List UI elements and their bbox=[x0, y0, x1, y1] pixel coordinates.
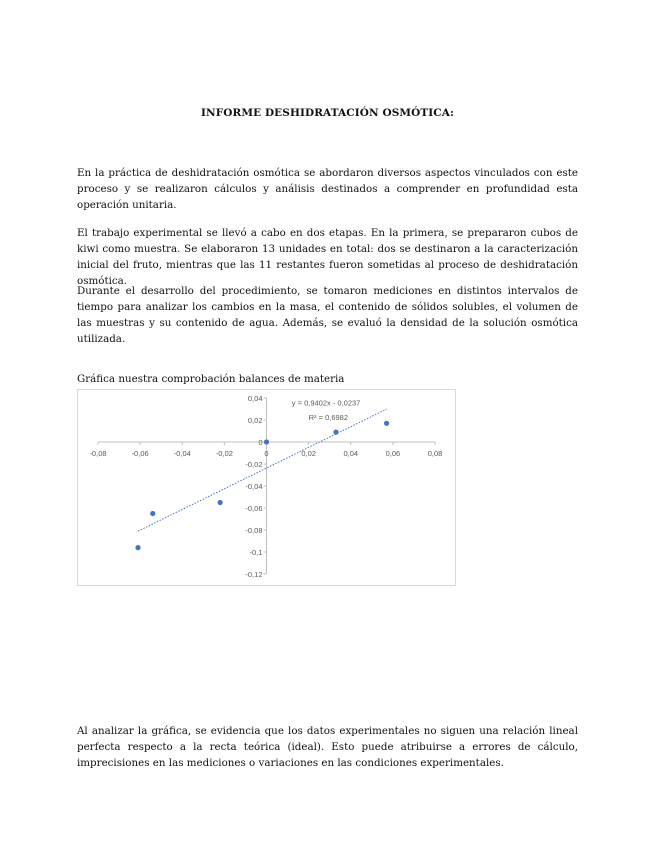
report-title: INFORME DESHIDRATACIÓN OSMÓTICA: bbox=[201, 107, 454, 119]
y-tick-label: -0,02 bbox=[245, 460, 263, 469]
chart-frame bbox=[77, 389, 456, 586]
paragraph-experimental: El trabajo experimental se llevó a cabo en dos etapas. En la primera, se prepararon cubos de kiwi como muestra. Se elaboraron 13 unidades en total: dos se destinaron a la caracterización inicial del fruto, mientras que las 11 restantes fueron sometidas al proceso de deshidratación osmótica. bbox=[77, 227, 578, 287]
x-tick-label: 0,04 bbox=[343, 449, 359, 458]
x-tick-label: 0,02 bbox=[301, 449, 316, 458]
chart-caption: Gráfica nuestra comprobación balances de materia bbox=[77, 373, 345, 385]
data-point bbox=[333, 430, 338, 435]
x-tick-label: 0,06 bbox=[385, 449, 401, 458]
paragraph-analysis: Al analizar la gráfica, se evidencia que los datos experimentales no siguen una relación lineal perfecta respecto a la recta teórica (ideal). Esto puede atribuirse a errores de cálculo, imprecisiones en las mediciones o variaciones en las condiciones experimentales. bbox=[77, 725, 578, 769]
x-tick-label: -0,04 bbox=[173, 449, 191, 458]
paragraph-procedure: Durante el desarrollo del procedimiento, se tomaron mediciones en distintos intervalos de tiempo para analizar los cambios en la masa, el contenido de sólidos solubles, el volumen de las muestras y su contenido de agua. Además, se evaluó la densidad de la solución osmótica utilizada. bbox=[77, 285, 578, 345]
scatter-chart bbox=[78, 390, 455, 585]
trendline-r2: R² = 0,6982 bbox=[308, 412, 349, 422]
y-tick-label: -0,08 bbox=[245, 526, 263, 535]
x-tick-label: 0 bbox=[264, 449, 269, 458]
trendline-equation: y = 0,9402x - 0,0237 bbox=[291, 398, 361, 408]
data-point bbox=[150, 511, 155, 516]
x-tick-label: -0,06 bbox=[131, 449, 149, 458]
y-tick-label: 0 bbox=[258, 438, 263, 447]
y-tick-label: 0,02 bbox=[247, 416, 263, 425]
y-tick-label: -0,12 bbox=[245, 570, 263, 579]
paragraph-intro: En la práctica de deshidratación osmótica se abordaron diversos aspectos vinculados con este proceso y se realizaron cálculos y análisis destinados a comprender en profundidad esta operación unitaria. bbox=[77, 167, 578, 211]
y-tick-label: -0,06 bbox=[245, 504, 263, 513]
y-tick-label: -0,1 bbox=[249, 548, 263, 557]
x-tick-label: -0,08 bbox=[89, 449, 107, 458]
x-tick-label: -0,02 bbox=[215, 449, 233, 458]
data-point bbox=[264, 439, 269, 444]
data-point bbox=[384, 421, 389, 426]
y-tick-label: 0,04 bbox=[247, 394, 263, 403]
y-tick-label: -0,04 bbox=[245, 482, 263, 491]
data-point bbox=[218, 500, 223, 505]
data-point bbox=[135, 545, 140, 550]
x-tick-label: 0,08 bbox=[427, 449, 443, 458]
